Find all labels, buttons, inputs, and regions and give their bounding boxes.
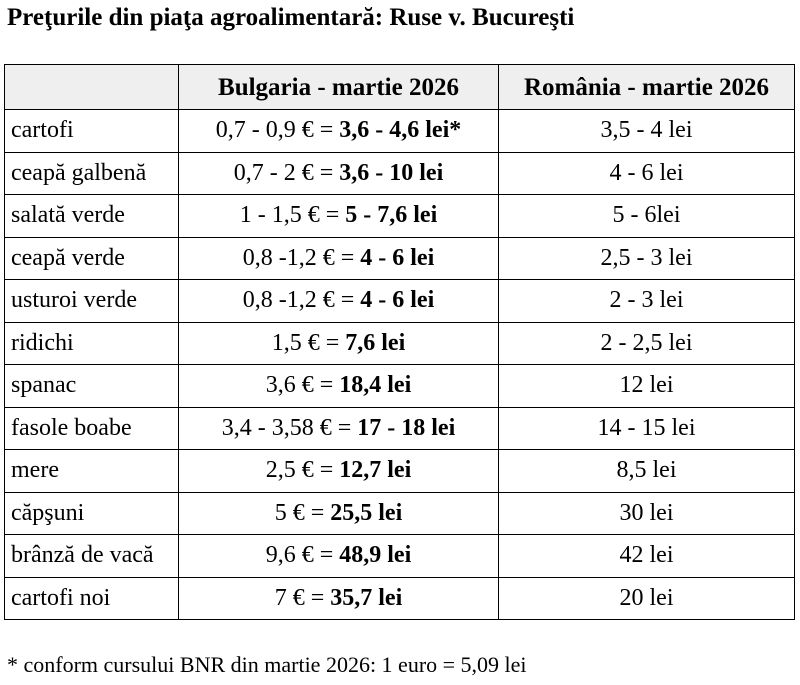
bulgaria-price-cell (179, 237, 499, 280)
table-row (5, 237, 795, 280)
product-name-cell: ceapă verde (5, 237, 179, 280)
bulgaria-lei-price: 17 - 18 lei (357, 414, 456, 441)
header-romania: România - martie 2026 (499, 65, 795, 110)
product-name-cell: cartofi noi (5, 577, 179, 620)
bulgaria-lei-price: 35,7 lei (330, 584, 403, 611)
bulgaria-price-cell (179, 577, 499, 620)
product-name-cell: spanac (5, 365, 179, 408)
price-table (4, 64, 795, 620)
romania-price-cell: 4 - 6 lei (499, 152, 795, 195)
bulgaria-euro-price: 0,7 - 2 € = (233, 159, 340, 186)
bulgaria-euro-price: 0,8 -1,2 € = (242, 244, 361, 271)
bulgaria-euro-price: 3,6 € = (265, 372, 340, 399)
table-row (5, 407, 795, 450)
bulgaria-lei-price: 3,6 - 4,6 lei* (339, 117, 462, 144)
bulgaria-price-cell (179, 322, 499, 365)
bulgaria-price-cell (179, 110, 499, 153)
romania-price-cell: 12 lei (499, 365, 795, 408)
product-name-cell: ridichi (5, 322, 179, 365)
romania-price-cell: 30 lei (499, 492, 795, 535)
bulgaria-euro-price: 7 € = (274, 584, 331, 611)
bulgaria-lei-price: 18,4 lei (339, 372, 412, 399)
table-body (5, 110, 795, 620)
bulgaria-price-cell (179, 280, 499, 323)
product-name-cell: căpşuni (5, 492, 179, 535)
romania-price-cell: 42 lei (499, 535, 795, 578)
table-row (5, 535, 795, 578)
table-row (5, 110, 795, 153)
header-bulgaria: Bulgaria - martie 2026 (179, 65, 499, 110)
bulgaria-lei-price: 25,5 lei (330, 499, 403, 526)
bulgaria-lei-price: 3,6 - 10 lei (339, 159, 444, 186)
bulgaria-euro-price: 3,4 - 3,58 € = (221, 414, 358, 441)
bulgaria-lei-price: 7,6 lei (345, 329, 406, 356)
bulgaria-price-cell (179, 152, 499, 195)
romania-price-cell: 3,5 - 4 lei (499, 110, 795, 153)
table-row (5, 492, 795, 535)
bulgaria-price-cell (179, 492, 499, 535)
romania-price-cell: 20 lei (499, 577, 795, 620)
table-row (5, 577, 795, 620)
table-row (5, 450, 795, 493)
header-corner-cell (5, 65, 179, 110)
romania-price-cell: 2 - 3 lei (499, 280, 795, 323)
product-name-cell: brânză de vacă (5, 535, 179, 578)
table-row (5, 280, 795, 323)
bulgaria-price-cell (179, 450, 499, 493)
bulgaria-price-cell (179, 407, 499, 450)
table-header-row (5, 65, 795, 110)
bulgaria-price-cell (179, 535, 499, 578)
table-row (5, 152, 795, 195)
product-name-cell: usturoi verde (5, 280, 179, 323)
table-row (5, 322, 795, 365)
romania-price-cell: 14 - 15 lei (499, 407, 795, 450)
bulgaria-lei-price: 12,7 lei (339, 457, 412, 484)
bulgaria-price-cell (179, 365, 499, 408)
table-row (5, 195, 795, 238)
bulgaria-lei-price: 4 - 6 lei (360, 287, 435, 314)
product-name-cell: ceapă galbenă (5, 152, 179, 195)
bulgaria-euro-price: 0,7 - 0,9 € = (215, 117, 340, 144)
table-row (5, 365, 795, 408)
product-name-cell: mere (5, 450, 179, 493)
footnote: * conform cursului BNR din martie 2026: 1 euro = 5,09 lei (7, 652, 527, 677)
bulgaria-price-cell (179, 195, 499, 238)
page-title: Preţurile din piaţa agroalimentară: Ruse v. Bucureşti (7, 4, 575, 31)
bulgaria-euro-price: 9,6 € = (265, 542, 340, 569)
bulgaria-lei-price: 5 - 7,6 lei (345, 202, 438, 229)
bulgaria-euro-price: 5 € = (274, 499, 331, 526)
bulgaria-euro-price: 1,5 € = (271, 329, 346, 356)
product-name-cell: cartofi (5, 110, 179, 153)
product-name-cell: fasole boabe (5, 407, 179, 450)
romania-price-cell: 2 - 2,5 lei (499, 322, 795, 365)
bulgaria-euro-price: 1 - 1,5 € = (239, 202, 346, 229)
bulgaria-euro-price: 0,8 -1,2 € = (242, 287, 361, 314)
bulgaria-euro-price: 2,5 € = (265, 457, 340, 484)
bulgaria-lei-price: 4 - 6 lei (360, 244, 435, 271)
bulgaria-lei-price: 48,9 lei (339, 542, 412, 569)
romania-price-cell: 2,5 - 3 lei (499, 237, 795, 280)
romania-price-cell: 8,5 lei (499, 450, 795, 493)
romania-price-cell: 5 - 6lei (499, 195, 795, 238)
product-name-cell: salată verde (5, 195, 179, 238)
